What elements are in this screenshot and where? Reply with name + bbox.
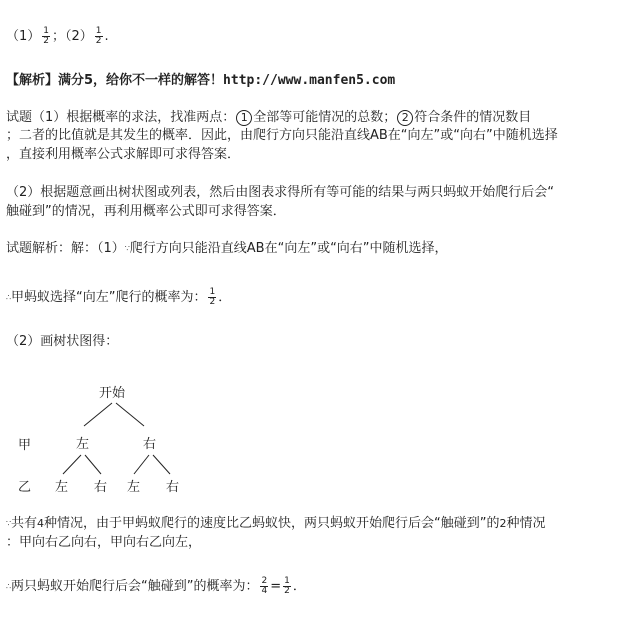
- fraction: $\frac{2}{4}$: [261, 576, 268, 596]
- tree-node-jia-right: 右: [143, 437, 157, 452]
- fraction: $\frac{1}{2}$: [209, 287, 216, 307]
- source-link[interactable]: http://www.manfen5.com: [223, 73, 396, 88]
- tree-node-yi-lr: 右: [94, 480, 108, 495]
- circled-number: 1: [236, 110, 252, 126]
- tree-node-yi-rr: 右: [166, 480, 180, 495]
- fraction: $\frac{1}{2}$: [43, 26, 50, 46]
- because-symbol: ∵: [6, 518, 12, 528]
- analysis-header: [6, 72, 395, 90]
- analysis2-line1: （2）根据题意画出树状图或列表，然后由图表求得所有等可能的结果与两只蚂蚁开始爬行后会“: [6, 185, 555, 200]
- analysis1-line3: ，直接利用概率公式求解即可求得答案．: [6, 147, 241, 162]
- tree-diagram: [0, 378, 630, 498]
- tree-node-yi-ll: 左: [55, 480, 69, 495]
- solution-line5: ：甲向右乙向右，甲向右乙向左，: [6, 535, 202, 550]
- analysis1-line2: ；二者的比值就是其发生的概率．因此，由爬行方向只能沿直线AB在“向左”或“向右”中随机选择: [6, 128, 558, 143]
- therefore-symbol: ∴: [6, 581, 12, 591]
- header-title: 【解析】满分5，给你不一样的解答！: [6, 73, 224, 88]
- answer-line: （1） $\frac{1}{2}$ ；（2） $\frac{1}{2}$ .: [6, 26, 109, 46]
- answer-part1-label: （1）: [6, 29, 41, 44]
- tree-root: 开始: [99, 386, 126, 401]
- analysis1-line1: 试题（1）根据概率的求法，找准两点： 1 全部等可能情况的总数； 2 符合条件的情况数目: [6, 110, 532, 125]
- solution-line1: 试题解析：解：（1）∵爬行方向只能沿直线AB在“向左”或“向右”中随机选择，: [6, 241, 448, 256]
- circled-number: 2: [397, 110, 413, 126]
- tree-row-label-yi: 乙: [18, 480, 32, 495]
- solution-line2: ∴甲蚂蚁选择“向左”爬行的概率为： $\frac{1}{2}$ ．: [6, 287, 232, 307]
- because-symbol: ∵: [124, 243, 130, 253]
- tree-row-label-jia: 甲: [18, 438, 32, 453]
- answer-separator: ；（2）: [52, 29, 93, 44]
- fraction: $\frac{1}{2}$: [284, 576, 290, 596]
- solution-line3: （2）画树状图得：: [6, 334, 119, 349]
- analysis2-line2: 触碰到”的情况，再利用概率公式即可求得答案．: [6, 204, 286, 219]
- therefore-symbol: ∴: [6, 292, 12, 302]
- tree-node-yi-rl: 左: [127, 480, 141, 495]
- tree-node-jia-left: 左: [76, 437, 90, 452]
- fraction: $\frac{1}{2}$: [95, 26, 102, 46]
- solution-line4: ∵共有4种情况，由于甲蚂蚁爬行的速度比乙蚂蚁快，两只蚂蚁开始爬行后会“触碰到”的2种情况: [6, 516, 546, 531]
- solution-line6: ∴两只蚂蚁开始爬行后会“触碰到”的概率为： $\frac{2}{4}$ = $\frac{1}{2}$ ．: [6, 576, 306, 596]
